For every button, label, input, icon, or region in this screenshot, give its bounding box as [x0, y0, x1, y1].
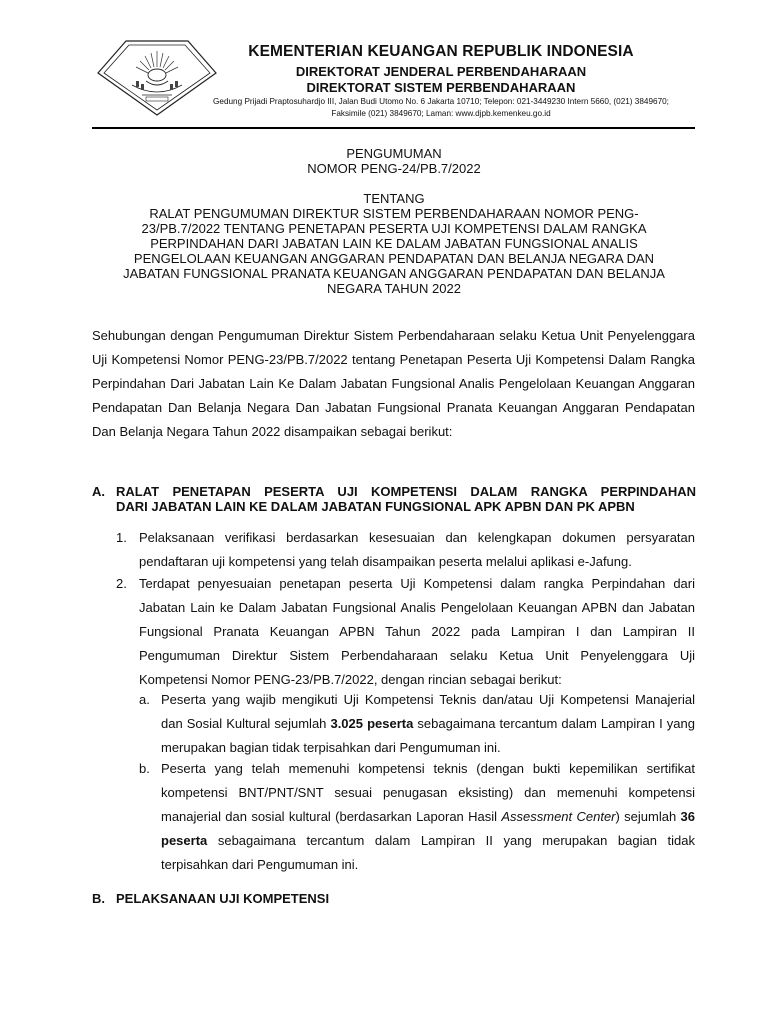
participant-count: 3.025 peserta	[330, 716, 414, 731]
directorate-name: DIREKTORAT SISTEM PERBENDAHARAAN	[306, 80, 576, 95]
assessment-center-term: Assessment Center	[501, 809, 616, 824]
subject-line: NEGARA TAHUN 2022	[327, 281, 461, 296]
section-b-letter: B.	[92, 891, 105, 906]
about-label: TENTANG	[363, 191, 425, 206]
section-a-letter: A.	[92, 484, 105, 499]
subject-line: JABATAN FUNGSIONAL PRANATA KEUANGAN ANGGARAN PENDAPATAN DAN BELANJA	[123, 266, 665, 281]
letterhead-divider	[92, 127, 695, 129]
document-heading: PENGUMUMAN	[346, 146, 442, 161]
item-number: 1.	[116, 530, 127, 545]
list-item: Pelaksanaan verifikasi berdasarkan kesesuaian dan kelengkapan dokumen persyaratan pendaftaran uji kompetensi yang telah disampaikan peserta melalui aplikasi e-Jafung.	[139, 530, 695, 569]
sub-item-text: sebagaimana tercantum dalam Lampiran I yang merupakan bagian tidak terpisahkan dari Pengumuman ini.	[161, 716, 695, 755]
sub-item-text: ) sejumlah	[615, 809, 681, 824]
subject-line: PERPINDAHAN DARI JABATAN LAIN KE DALAM JABATAN FUNGSIONAL ANALIS	[150, 236, 638, 251]
subject-line: PENGELOLAAN KEUANGAN ANGGARAN PENDAPATAN DAN BELANJA NEGARA DAN	[133, 251, 655, 266]
section-b-title: PELAKSANAAN UJI KOMPETENSI	[116, 891, 330, 906]
ministry-name: KEMENTERIAN KEUANGAN REPUBLIK INDONESIA	[248, 43, 634, 60]
letterhead-address: Gedung Prijadi Praptosuhardjo III, Jalan Budi Utomo No. 6 Jakarta 10710; Telepon: 021-3449230 Intern 5660, (021) 3849670; Faksimile (021) 3849670; Laman: www.djpb.kemenkeu.go.id	[213, 97, 669, 118]
section-a-title-line: RALAT PENETAPAN PESERTA UJI KOMPETENSI DALAM RANGKA PERPINDAHAN	[116, 484, 696, 499]
list-item: Terdapat penyesuaian penetapan peserta Uji Kompetensi dalam rangka Perpindahan dari Jabatan Lain ke Dalam Jabatan Fungsional Analis Pengelolaan Keuangan APBN dan Jabatan Fungsional Pranata Keuangan APBN Tahun 2022 pada Lampiran I dan Lampiran II Pengumuman Direktur Sistem Perbendaharaan selaku Ketua Unit Penyelenggara Uji Kompetensi Nomor PENG-23/PB.7/2022, dengan rincian sebagai berikut:	[139, 576, 695, 687]
item-number: 2.	[116, 576, 127, 591]
sub-item-letter: b.	[139, 761, 150, 776]
sub-item-text: Peserta yang telah memenuhi kompetensi teknis (dengan bukti kepemilikan sertifikat kompetensi BNT/PNT/SNT sesuai penugasan eksisting) dan memenuhi kompetensi manajerial dan sosial kultural (berdasarkan Laporan Hasil	[161, 761, 695, 824]
subject-line: RALAT PENGUMUMAN DIREKTUR SISTEM PERBENDAHARAAN NOMOR PENG-	[149, 206, 639, 221]
intro-paragraph: Sehubungan dengan Pengumuman Direktur Sistem Perbendaharaan selaku Ketua Unit Penyelenggara Uji Kompetensi Nomor PENG-23/PB.7/2022 tentang Penetapan Peserta Uji Kompetensi Dalam Rangka Perpindahan Dari Jabatan Lain Ke Dalam Jabatan Fungsional Analis Pengelolaan Keuangan Anggaran Pendapatan Dan Belanja Negara Dan Jabatan Fungsional Pranata Keuangan Anggaran Pendapatan Dan Belanja Negara Tahun 2022 disampaikan sebagai berikut:	[92, 328, 695, 439]
document-number: NOMOR PENG-24/PB.7/2022	[307, 161, 481, 176]
section-a-title	[116, 484, 696, 514]
sub-item-text: Peserta yang wajib mengikuti Uji Kompetensi Teknis dan/atau Uji Kompetensi Manajerial dan Sosial Kultural sejumlah	[161, 692, 695, 731]
document-subject	[88, 206, 700, 296]
sub-item-text: sebagaimana tercantum dalam Lampiran II yang merupakan bagian tidak terpisahkan dari Pengumuman ini.	[161, 833, 695, 872]
sub-item	[161, 757, 695, 877]
directorate-general-name: DIREKTORAT JENDERAL PERBENDAHARAAN	[295, 64, 587, 79]
section-a-title-line: DARI JABATAN LAIN KE DALAM JABATAN FUNGSIONAL APK APBN DAN PK APBN	[116, 499, 635, 514]
subject-line: 23/PB.7/2022 TENTANG PENETAPAN PESERTA UJI KOMPETENSI DALAM RANGKA	[141, 221, 647, 236]
sub-item-letter: a.	[139, 692, 150, 707]
participant-count: 36 peserta	[161, 809, 695, 848]
sub-item	[161, 688, 695, 760]
